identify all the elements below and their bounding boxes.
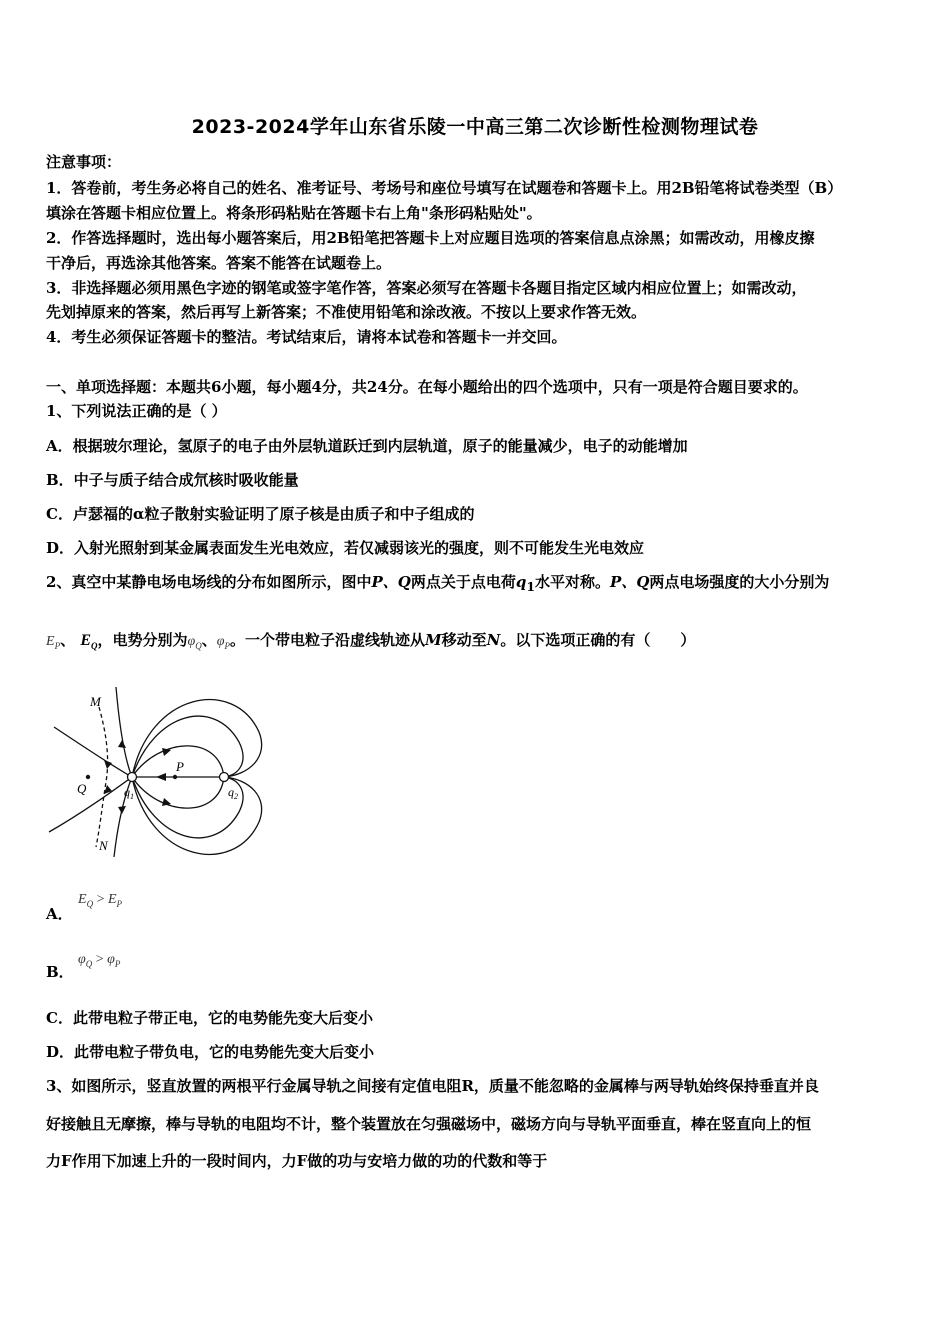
field-line-mid-top	[132, 716, 243, 777]
q1-option-c: C．卢瑟福的α粒子散射实验证明了原子核是由质子和中子组成的	[46, 505, 475, 523]
q3-line-3: 力F作用下加速上升的一段时间内，力F做的功与安培力做的功的代数和等于	[46, 1152, 548, 1170]
q2-option-b-label: B．	[46, 963, 74, 981]
q2-stem-line-1: 2、真空中某静电场电场线的分布如图所示，图中P、Q两点关于点电荷$q_1$水平对称。P、Q两点电场强度的大小分别为	[46, 573, 830, 594]
q3-line-2: 好接触且无摩擦，棒与导轨的电阻均不计，整个装置放在匀强磁场中，磁场方向与导轨平面垂直，棒在竖直向上的恒	[46, 1115, 812, 1133]
charge-q1	[128, 773, 137, 782]
field-line-outer-bottom	[132, 777, 262, 854]
field-line-top	[116, 687, 132, 777]
field-line-mid-bottom	[132, 777, 243, 838]
notice-line-6: 先划掉原来的答案，然后再写上新答案；不准使用铅笔和涂改液。不按以上要求作答无效。	[46, 303, 647, 321]
label-q1: $q_1$	[124, 785, 134, 801]
q2-stem-line-2: $E_P$、 $E_Q$，电势分别为$\varphi_Q$、$\varphi_P$。一个带电粒子沿虚线轨迹从M移动至N。以下选项正确的有（ ）	[46, 631, 696, 652]
q2-option-a-label: A．	[46, 905, 73, 923]
notice-line-1: 1．答卷前，考生务必将自己的姓名、准考证号、考场号和座位号填写在试题卷和答题卡上。用2B铅笔将试卷类型（B）	[46, 179, 843, 197]
symbol-phi-p: $\varphi_P$	[216, 634, 231, 651]
q2-option-a-expr: $E_Q > E_P$	[78, 892, 123, 909]
label-m: M	[90, 694, 101, 709]
notice-line-2: 填涂在答题卡相应位置上。将条形码粘贴在答题卡右上角"条形码粘贴处"。	[46, 204, 542, 222]
notice-line-7: 4．考生必须保证答题卡的整洁。考试结束后，请将本试卷和答题卡一并交回。	[46, 328, 567, 346]
label-n: N	[99, 838, 108, 853]
notice-heading: 注意事项：	[46, 153, 122, 171]
label-q2: $q_2$	[228, 785, 238, 801]
q1-option-a: A．根据玻尔理论，氢原子的电子由外层轨道跃迁到内层轨道，原子的能量减少，电子的动能增加	[46, 437, 688, 455]
section-heading: 一、单项选择题：本题共6小题，每小题4分，共24分。在每小题给出的四个选项中，只有一项是符合题目要求的。	[46, 378, 808, 396]
field-line-left-upper	[54, 727, 132, 777]
symbol-e-q: $E_Q$	[80, 632, 98, 652]
q2-option-c: C．此带电粒子带正电，它的电势能先变大后变小	[46, 1009, 373, 1027]
notice-line-5: 3．非选择题必须用黑色字迹的钢笔或签字笔作答，答案必须写在答题卡各题目指定区域内相应位置上；如需改动，	[46, 279, 807, 297]
trajectory-dashed	[96, 707, 108, 847]
q1-stem: 1、下列说法正确的是（ ）	[46, 402, 227, 420]
q1-option-b: B．中子与质子结合成氘核时吸收能量	[46, 471, 299, 489]
point-p-dot	[173, 775, 177, 779]
q1-option-d: D．入射光照射到某金属表面发生光电效应，若仅减弱该光的强度，则不可能发生光电效应	[46, 539, 645, 557]
symbol-e-p: $E_P$	[46, 634, 61, 651]
label-p: P	[176, 759, 184, 774]
electric-field-diagram	[44, 682, 274, 857]
point-q-dot	[86, 775, 90, 779]
field-line-inner-bottom	[132, 777, 224, 808]
page-title: 2023-2024学年山东省乐陵一中高三第二次诊断性检测物理试卷	[191, 116, 759, 138]
field-line-outer-top	[132, 700, 262, 777]
notice-line-4: 干净后，再选涂其他答案。答案不能答在试题卷上。	[46, 254, 392, 272]
q3-line-1: 3、如图所示，竖直放置的两根平行金属导轨之间接有定值电阻R，质量不能忽略的金属棒与两导轨始终保持垂直并良	[46, 1077, 819, 1095]
symbol-phi-q: $\varphi_Q$	[187, 634, 202, 651]
charge-q2	[220, 773, 229, 782]
q2-option-d: D．此带电粒子带负电，它的电势能先变大后变小	[46, 1043, 375, 1061]
notice-line-3: 2．作答选择题时，选出每小题答案后，用2B铅笔把答题卡上对应题目选项的答案信息点涂黑；如需改动，用橡皮擦	[46, 229, 815, 247]
label-q: Q	[77, 781, 87, 796]
q2-option-b-expr: $\varphi_Q > \varphi_P$	[78, 952, 121, 969]
